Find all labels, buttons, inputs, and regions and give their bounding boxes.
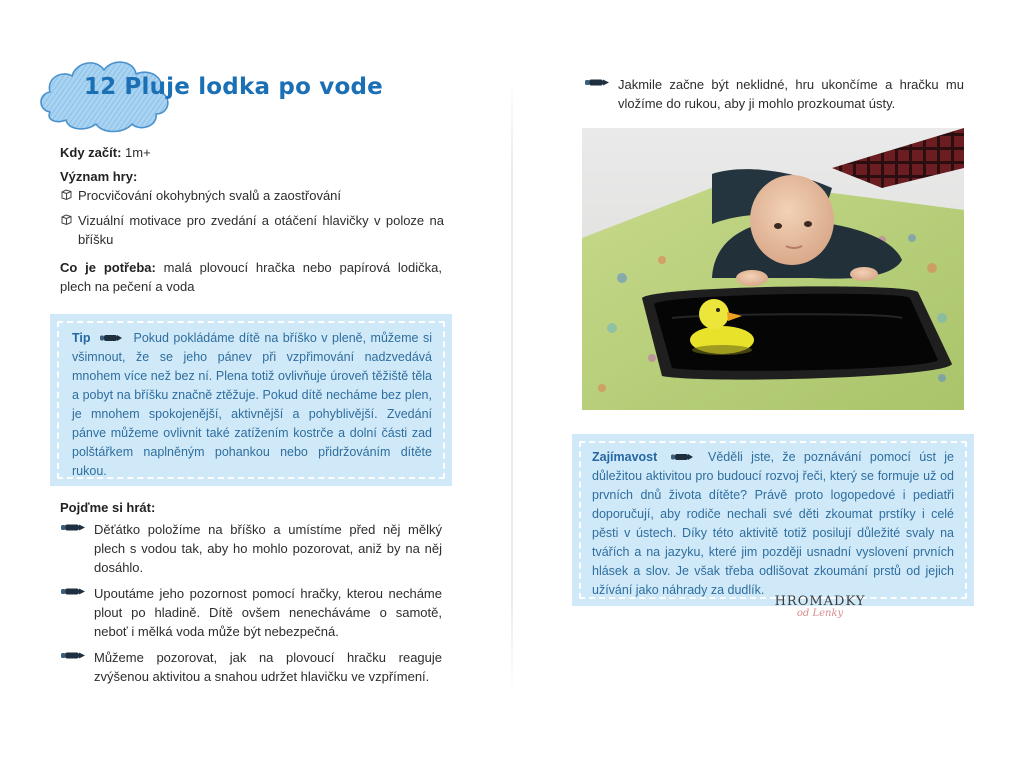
play-steps-list [60, 520, 442, 693]
play-step-text: Můžeme pozorovat, jak na plovoucí hračku reaguje zvýšenou aktivitou a snahou udržet hlavičku ve vzpřímení. [94, 650, 442, 684]
fact-content [592, 448, 954, 600]
start-age-line [60, 143, 151, 162]
purpose-list [60, 186, 444, 255]
pencil-icon [60, 523, 86, 532]
play-step [584, 75, 964, 113]
page-title [84, 74, 383, 100]
tip-content [72, 329, 432, 481]
start-age-label: Kdy začít: [60, 145, 122, 160]
pencil-icon [99, 334, 123, 342]
chapter-title [36, 52, 436, 138]
fact-label: Zajímavost [592, 450, 658, 464]
play-step-text: Upoutáme jeho pozornost pomocí hračky, kterou necháme plout po hladině. Dítě ovšem nenecháváme o samotě, neboť i mělká voda může být nebezpečná. [94, 586, 442, 639]
baby-duck-photo [582, 128, 964, 410]
cube-icon [60, 213, 73, 226]
tip-box [50, 314, 452, 486]
purpose-item-text: Procvičování okohybných svalů a zaostřování [78, 188, 342, 203]
pencil-icon [670, 453, 694, 461]
play-step [60, 520, 442, 577]
play-step [60, 584, 442, 641]
fact-box [572, 434, 974, 606]
materials-line [60, 258, 442, 296]
pencil-icon [60, 587, 86, 596]
play-section-label: Pojďme si hrát: [60, 500, 156, 515]
tip-text: Pokud pokládáme dítě na bříško v pleně, můžeme si všimnout, že se jeho pánev při vzpřimování nadzvedává mnohem více než bez ní. Plena totiž ovlivňuje úroveň těžiště těla a pobyt na bříšku značně ztěžuje. Pokud dítě necháme bez plen, je mnohem spokojenější, aktivnější a pohyblivější. Zvedání pánve můžeme ovlivnit také zatížením kostrče a dolní části zad polštářkem naplněným pohankou nebo přidržováním dítěte rukou. [72, 331, 432, 478]
play-step-text: Děťátko položíme na bříško a umístíme před něj mělký plech s vodou tak, aby ho mohlo pozorovat, aniž by na něj dosáhlo. [94, 522, 442, 575]
purpose-item-text: Vizuální motivace pro zvedání a otáčení hlavičky v poloze na bříšku [78, 213, 444, 247]
purpose-item [60, 211, 444, 249]
tip-label: Tip [72, 331, 91, 345]
materials-value: malá plovoucí hračka nebo papírová lodička, plech na pečení a voda [60, 260, 442, 294]
materials-label: Co je potřeba: [60, 260, 156, 275]
pencil-icon [60, 651, 86, 660]
watermark-sub: od Lenky [796, 608, 844, 619]
title-number: 12 [84, 74, 117, 100]
fact-text: Věděli jste, že poznávání pomocí úst je důležitou aktivitou pro budoucí rozvoj řeči, který se formuje už od prvních dnů života dítěte? Právě proto logopedové i pediatři doporučují, aby rodiče nechali své děti zkoumat prstíky i celé pěsti v ústech. Díky této aktivitě totiž posilují důležité svaly na tvářích a na jazyku, které jim později usnadní vyslovení prvních hlásek a slov. Je však třeba odlišovat zkoumání prstů od jejich užívání jako náhrady za dudlík. [592, 450, 954, 597]
cube-icon [60, 188, 73, 201]
play-step [60, 648, 442, 686]
purpose-item [60, 186, 444, 205]
start-age-value: 1m+ [125, 145, 151, 160]
title-text: Pluje lodka po vode [124, 74, 383, 100]
pencil-icon [584, 78, 610, 87]
purpose-label: Význam hry: [60, 169, 138, 184]
page-gutter [511, 75, 513, 695]
watermark-logo [772, 594, 868, 619]
play-step-text: Jakmile začne být neklidné, hru ukončíme a hračku mu vložíme do rukou, aby ji mohlo prozkoumat ústy. [618, 77, 964, 111]
watermark-main: HROMADKY [774, 594, 866, 609]
